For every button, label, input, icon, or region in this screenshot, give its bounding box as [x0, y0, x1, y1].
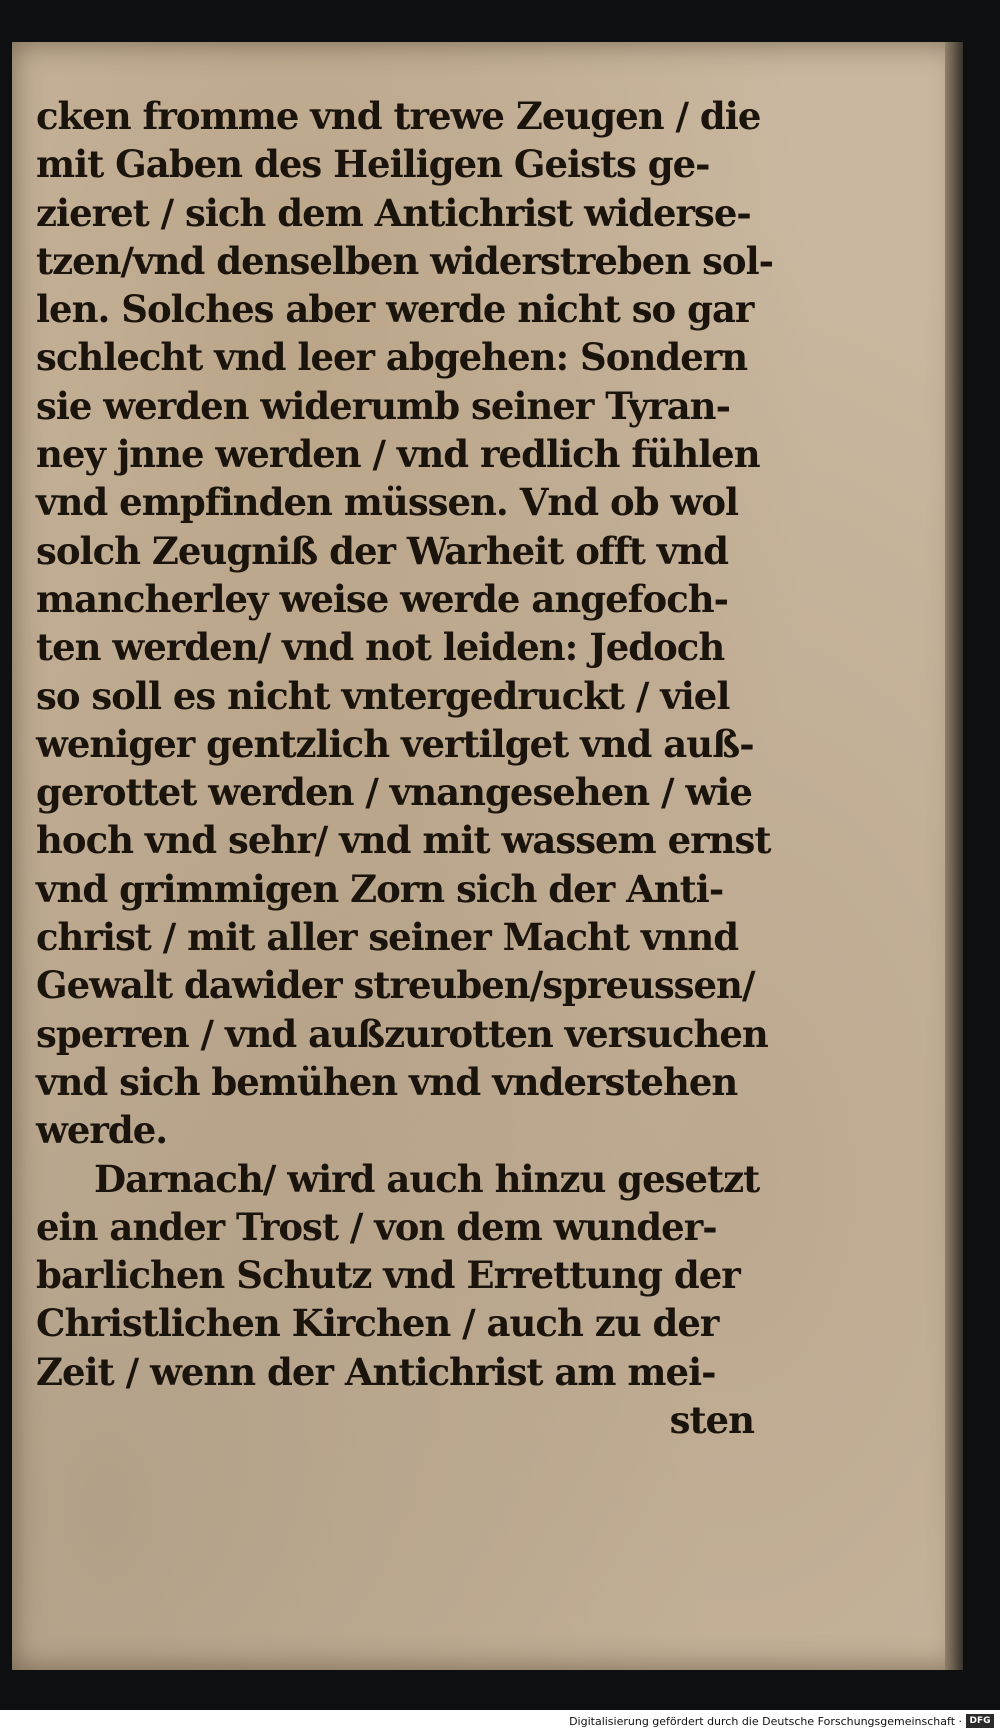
text-line: werde. — [36, 1108, 168, 1153]
footer-bar — [0, 1710, 1000, 1734]
paragraph-start-line: Darnach/ wird auch hinzu gesetzt — [94, 1156, 760, 1201]
text-line: sperren / vnd außzurotten versuchen — [36, 1011, 768, 1056]
text-line: zieret / sich dem Antichrist widerse- — [36, 190, 751, 235]
text-line: gerottet werden / vnangesehen / wie — [36, 770, 752, 815]
text-line: hoch vnd sehr/ vnd mit wassem ernst — [36, 818, 771, 863]
text-line: Christlichen Kirchen / auch zu der — [36, 1301, 719, 1346]
text-line: ein ander Trost / von dem wunder- — [36, 1204, 717, 1249]
text-line: vnd empfinden müssen. Vnd ob wol — [36, 480, 739, 525]
text-line: weniger gentzlich vertilget vnd auß- — [36, 721, 754, 766]
text-line: vnd grimmigen Zorn sich der Anti- — [36, 866, 724, 911]
text-line: ney jnne werden / vnd redlich fühlen — [36, 432, 760, 477]
text-line: vnd sich bemühen vnd vnderstehen — [36, 1059, 738, 1104]
text-line: len. Solches aber werde nicht so gar — [36, 287, 754, 332]
funding-credit: Digitalisierung gefördert durch die Deutsche Forschungsgemeinschaft · — [569, 1715, 962, 1728]
text-line: ten werden/ vnd not leiden: Jedoch — [36, 625, 725, 670]
text-line: schlecht vnd leer abgehen: Sondern — [36, 335, 748, 380]
page-edge — [945, 42, 963, 1670]
text-line: barlichen Schutz vnd Errettung der — [36, 1253, 740, 1298]
text-line: cken fromme vnd trewe Zeugen / die — [36, 94, 761, 138]
text-line: solch Zeugniß der Warheit offt vnd — [36, 528, 728, 573]
text-line: tzen/vnd denselben widerstreben sol- — [36, 238, 774, 283]
text-line: Gewalt dawider streuben/spreussen/ — [36, 963, 755, 1008]
page-text — [36, 92, 774, 1444]
text-line: christ / mit aller seiner Macht vnnd — [36, 915, 739, 960]
text-line: mit Gaben des Heiligen Geists ge- — [36, 142, 710, 187]
dfg-logo: DFG — [966, 1714, 994, 1728]
text-line: so soll es nicht vntergedruckt / viel — [36, 673, 730, 718]
text-line: Zeit / wenn der Antichrist am mei- — [36, 1349, 716, 1394]
catchword: sten — [669, 1398, 754, 1443]
text-line: mancherley weise werde angefoch- — [36, 576, 729, 621]
text-line: sie werden widerumb seiner Tyran- — [36, 383, 730, 428]
